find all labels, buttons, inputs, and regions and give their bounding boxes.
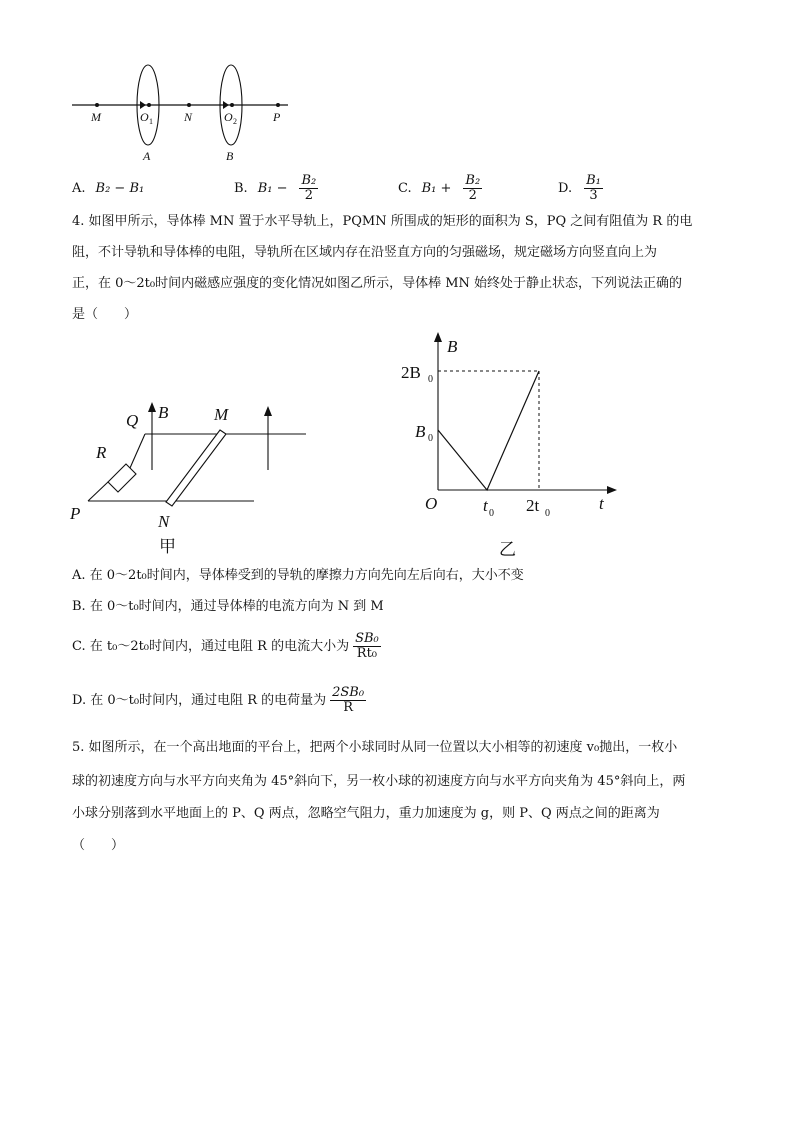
q4-option-a[interactable]: A. 在 0～2t₀时间内，导体棒受到的导轨的摩擦力方向先向左后向右，大小不变 xyxy=(72,568,524,583)
label-P: P xyxy=(70,504,81,523)
fraction: $\frac{\text{B₁}}{3}$ xyxy=(586,172,601,203)
label-P: P xyxy=(273,110,281,124)
caption-jia: 甲 xyxy=(159,537,176,556)
tick-2t0: 2t xyxy=(526,496,540,515)
axis-label-t: t xyxy=(599,494,604,513)
q4-stem-line-1: 4. 如图甲所示，导体棒 MN 置于水平导轨上，PQMN 所围成的矩形的面积为 S，PQ 之间有阻值为 R 的电 xyxy=(72,214,693,229)
fraction: $\frac{\text{B₂}}{2}$ xyxy=(301,172,317,203)
q3-option-a[interactable]: A. B₂ − B₁ xyxy=(72,180,145,196)
coaxial-loops-figure xyxy=(60,55,310,165)
q5-stem-line-3: 小球分别落到水平地面上的 P、Q 两点，忽略空气阻力，重力加速度为 g，则 P、Q 两点之间的距离为 xyxy=(72,806,660,821)
q3-option-b[interactable]: B. B₁ − $\frac{\text{B₂}}{2}$ xyxy=(234,172,317,203)
label-M: M xyxy=(214,405,229,424)
label-O1-sub: 1 xyxy=(149,117,153,126)
q3-option-d[interactable]: D. $\frac{\text{B₁}}{3}$ xyxy=(558,172,601,203)
label-B: B xyxy=(226,149,234,163)
label-B-field: B xyxy=(158,403,169,422)
label-O1: O xyxy=(140,110,149,124)
fraction: $\frac{\text{B₂}}{2}$ xyxy=(465,172,481,203)
svg-text:0: 0 xyxy=(428,433,433,444)
label-M: M xyxy=(91,110,101,124)
caption-yi: 乙 xyxy=(499,540,516,559)
q4-stem-line-2: 阻，不计导轨和导体棒的电阻，导轨所在区域内存在沿竖直方向的匀强磁场，规定磁场方向竖直向上为 xyxy=(72,245,658,260)
fraction: $\frac{\text{2SB₀}}{R}$ xyxy=(332,685,365,715)
tick-B0: B xyxy=(415,422,426,441)
origin-O: O xyxy=(425,494,438,513)
svg-text:0: 0 xyxy=(545,508,550,519)
q4-stem-line-4: 是（ ） xyxy=(72,307,138,322)
q4-option-b[interactable]: B. 在 0～t₀时间内，通过导体棒的电流方向为 N 到 M xyxy=(72,599,384,614)
label-N: N xyxy=(184,110,193,124)
q5-stem-line-1: 5. 如图所示，在一个高出地面的平台上，把两个小球同时从同一位置以大小相等的初速度 v₀抛出，一枚小 xyxy=(72,740,678,755)
label-A: A xyxy=(143,149,151,163)
tick-t0: t xyxy=(483,496,488,515)
svg-text:0: 0 xyxy=(489,508,494,519)
tick-2B0: 2B xyxy=(401,363,421,382)
label-O2-sub: 2 xyxy=(233,117,237,126)
q3-option-c[interactable]: C. B₁ + $\frac{\text{B₂}}{2}$ xyxy=(398,172,481,203)
figure-yi-b-t-graph xyxy=(395,330,625,562)
fraction: $\frac{\text{SB₀}}{\text{Rt₀}}$ xyxy=(355,631,379,661)
axis-label-B: B xyxy=(447,337,458,356)
q5-stem-line-2: 球的初速度方向与水平方向夹角为 45°斜向下，另一枚小球的初速度方向与水平方向夹角为 45°斜向上，两 xyxy=(72,774,686,789)
q4-option-c[interactable]: C. 在 t₀～2t₀时间内，通过电阻 R 的电流大小为 $\frac{\text{SB₀}}{\text{Rt₀}}$ xyxy=(72,631,379,661)
label-O2: O xyxy=(224,110,233,124)
figure-jia-rails xyxy=(60,390,350,565)
q3-options xyxy=(72,168,712,208)
q4-option-d[interactable]: D. 在 0～t₀时间内，通过电阻 R 的电荷量为 $\frac{\text{2SB₀}}{R}$ xyxy=(72,685,365,715)
svg-text:0: 0 xyxy=(428,374,433,385)
label-R: R xyxy=(96,443,107,462)
q4-stem-line-3: 正，在 0～2t₀时间内磁感应强度的变化情况如图乙所示，导体棒 MN 始终处于静止状态，下列说法正确的 xyxy=(72,276,683,291)
label-N: N xyxy=(158,512,170,531)
q5-stem-line-4: （ ） xyxy=(72,838,125,853)
label-Q: Q xyxy=(126,411,139,430)
